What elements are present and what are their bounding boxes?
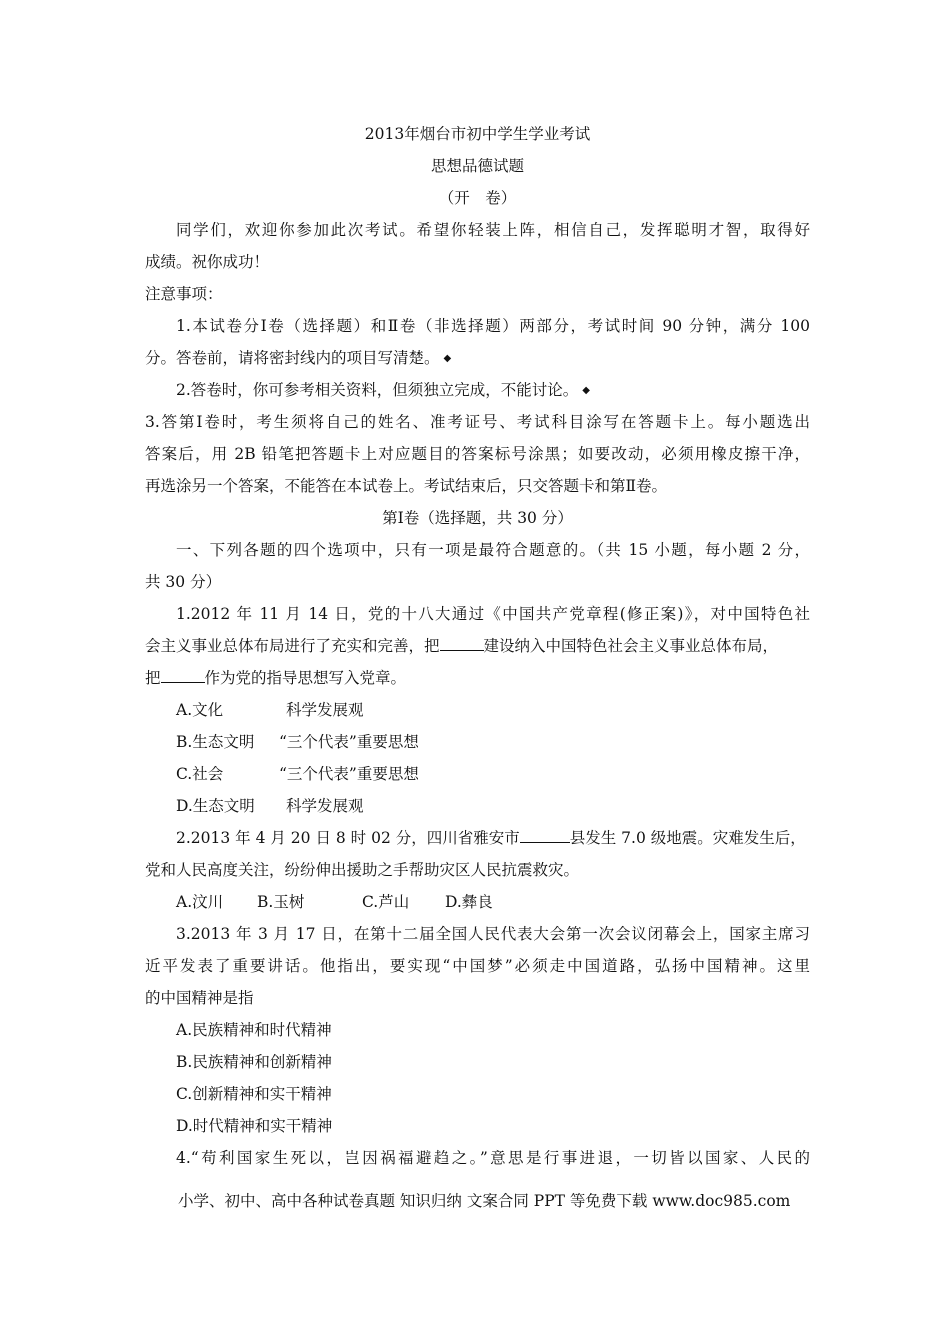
- q4-line-1: 4.“苟利国家生死以，岂因祸福避趋之。”意思是行事进退，一切皆以国家、人民的: [176, 1149, 810, 1167]
- q1-option-b: [176, 732, 419, 752]
- q1-option-c: [176, 764, 419, 784]
- q2-line-2: 党和人民高度关注，纷纷伸出援助之手帮助灾区人民抗震救灾。: [145, 861, 580, 879]
- answer-blank: [440, 636, 484, 651]
- notice-2-text: 2.答卷时，你可参考相关资料，但须独立完成，不能讨论。: [176, 381, 579, 399]
- q2-option-c: C.芦山: [362, 893, 410, 911]
- q3-option-a: A.民族精神和时代精神: [176, 1021, 332, 1039]
- page-footer: 小学、初中、高中各种试卷真题 知识归纳 文案合同 PPT 等免费下载 www.doc985.com: [178, 1192, 791, 1210]
- notices-heading: 注意事项：: [145, 285, 223, 303]
- option-value: 科学发展观: [286, 797, 364, 815]
- section-1-instruction-1: 一、下列各题的四个选项中，只有一项是最符合题意的。（共 15 小题，每小题 2 分，: [176, 541, 810, 559]
- q1-text-a: 会主义事业总体布局进行了充实和完善，把: [145, 637, 440, 655]
- notice-3-line-3: 再选涂另一个答案，不能答在本试卷上。考试结束后，只交答题卡和第Ⅱ卷。: [145, 477, 668, 495]
- q2-option-b: B.玉树: [257, 893, 305, 911]
- q1-option-d: [176, 796, 364, 816]
- exam-title: 2013年烟台市初中学生学业考试: [364, 125, 591, 143]
- notice-3-line-1: 3.答第Ⅰ卷时，考生须将自己的姓名、准考证号、考试科目涂写在答题卡上。每小题选出: [145, 413, 810, 431]
- q2-line-1: [176, 828, 810, 848]
- q1-text-b: 建设纳入中国特色社会主义事业总体布局，: [483, 637, 779, 655]
- q2-text-b: 县发生 7.0 级地震。灾难发生后，: [569, 829, 806, 847]
- q3-line-3: 的中国精神是指: [145, 989, 254, 1007]
- q1-line-3: [145, 668, 810, 688]
- answer-blank: [161, 668, 205, 683]
- option-label: C.社会: [176, 765, 224, 783]
- exam-note: （开 卷）: [438, 189, 517, 207]
- notice-1-line-2: [145, 348, 810, 369]
- notice-1-line-1: 1.本试卷分Ⅰ卷（选择题）和Ⅱ卷（非选择题）两部分，考试时间 90 分钟，满分 100: [176, 317, 810, 335]
- section-1-instruction-2: 共 30 分）: [145, 573, 222, 591]
- section-1-title: 第Ⅰ卷（选择题，共 30 分）: [382, 509, 573, 527]
- option-label: A.文化: [176, 701, 224, 719]
- option-label: D.生态文明: [176, 797, 255, 815]
- q1-text-c: 把: [145, 669, 161, 687]
- q3-option-b: B.民族精神和创新精神: [176, 1053, 332, 1071]
- answer-blank: [520, 828, 570, 843]
- option-label: B.生态文明: [176, 733, 255, 751]
- option-value: “三个代表”重要思想: [279, 733, 419, 751]
- q2-text-a: 2.2013 年 4 月 20 日 8 时 02 分，四川省雅安市: [176, 829, 520, 847]
- exam-subtitle: 思想品德试题: [430, 157, 524, 175]
- q1-option-a: [176, 700, 364, 720]
- diamond-icon: ◆: [582, 385, 590, 396]
- q1-text-d: 作为党的指导思想写入党章。: [204, 669, 407, 687]
- notice-3-line-2: 答案后，用 2B 铅笔把答题卡上对应题目的答案标号涂黑；如要改动，必须用橡皮擦干净，: [145, 445, 810, 463]
- notice-2: [176, 380, 810, 401]
- notice-1-text: 分。答卷前，请将密封线内的项目写清楚。: [145, 349, 440, 367]
- q1-line-2: [145, 636, 810, 656]
- q2-option-d: D.彝良: [445, 893, 493, 911]
- q1-line-1: 1.2012 年 11 月 14 日，党的十八大通过《中国共产党章程(修正案)》，对中国特色社: [176, 605, 810, 623]
- q2-options: [176, 892, 576, 912]
- q3-line-2: 近平发表了重要讲话。他指出，要实现“中国梦”必须走中国道路，弘扬中国精神。这里: [145, 957, 810, 975]
- q2-option-a: A.汶川: [176, 893, 224, 911]
- q3-line-1: 3.2013 年 3 月 17 日，在第十二届全国人民代表大会第一次会议闭幕会上，国家主席习: [176, 925, 810, 943]
- intro-line-1: 同学们，欢迎你参加此次考试。希望你轻装上阵，相信自己，发挥聪明才智，取得好: [176, 221, 810, 239]
- q3-option-c: C.创新精神和实干精神: [176, 1085, 332, 1103]
- option-value: 科学发展观: [286, 701, 364, 719]
- intro-line-2: 成绩。祝你成功！: [145, 253, 270, 271]
- option-value: “三个代表”重要思想: [279, 765, 419, 783]
- q3-option-d: D.时代精神和实干精神: [176, 1117, 333, 1135]
- diamond-icon: ◆: [443, 353, 452, 364]
